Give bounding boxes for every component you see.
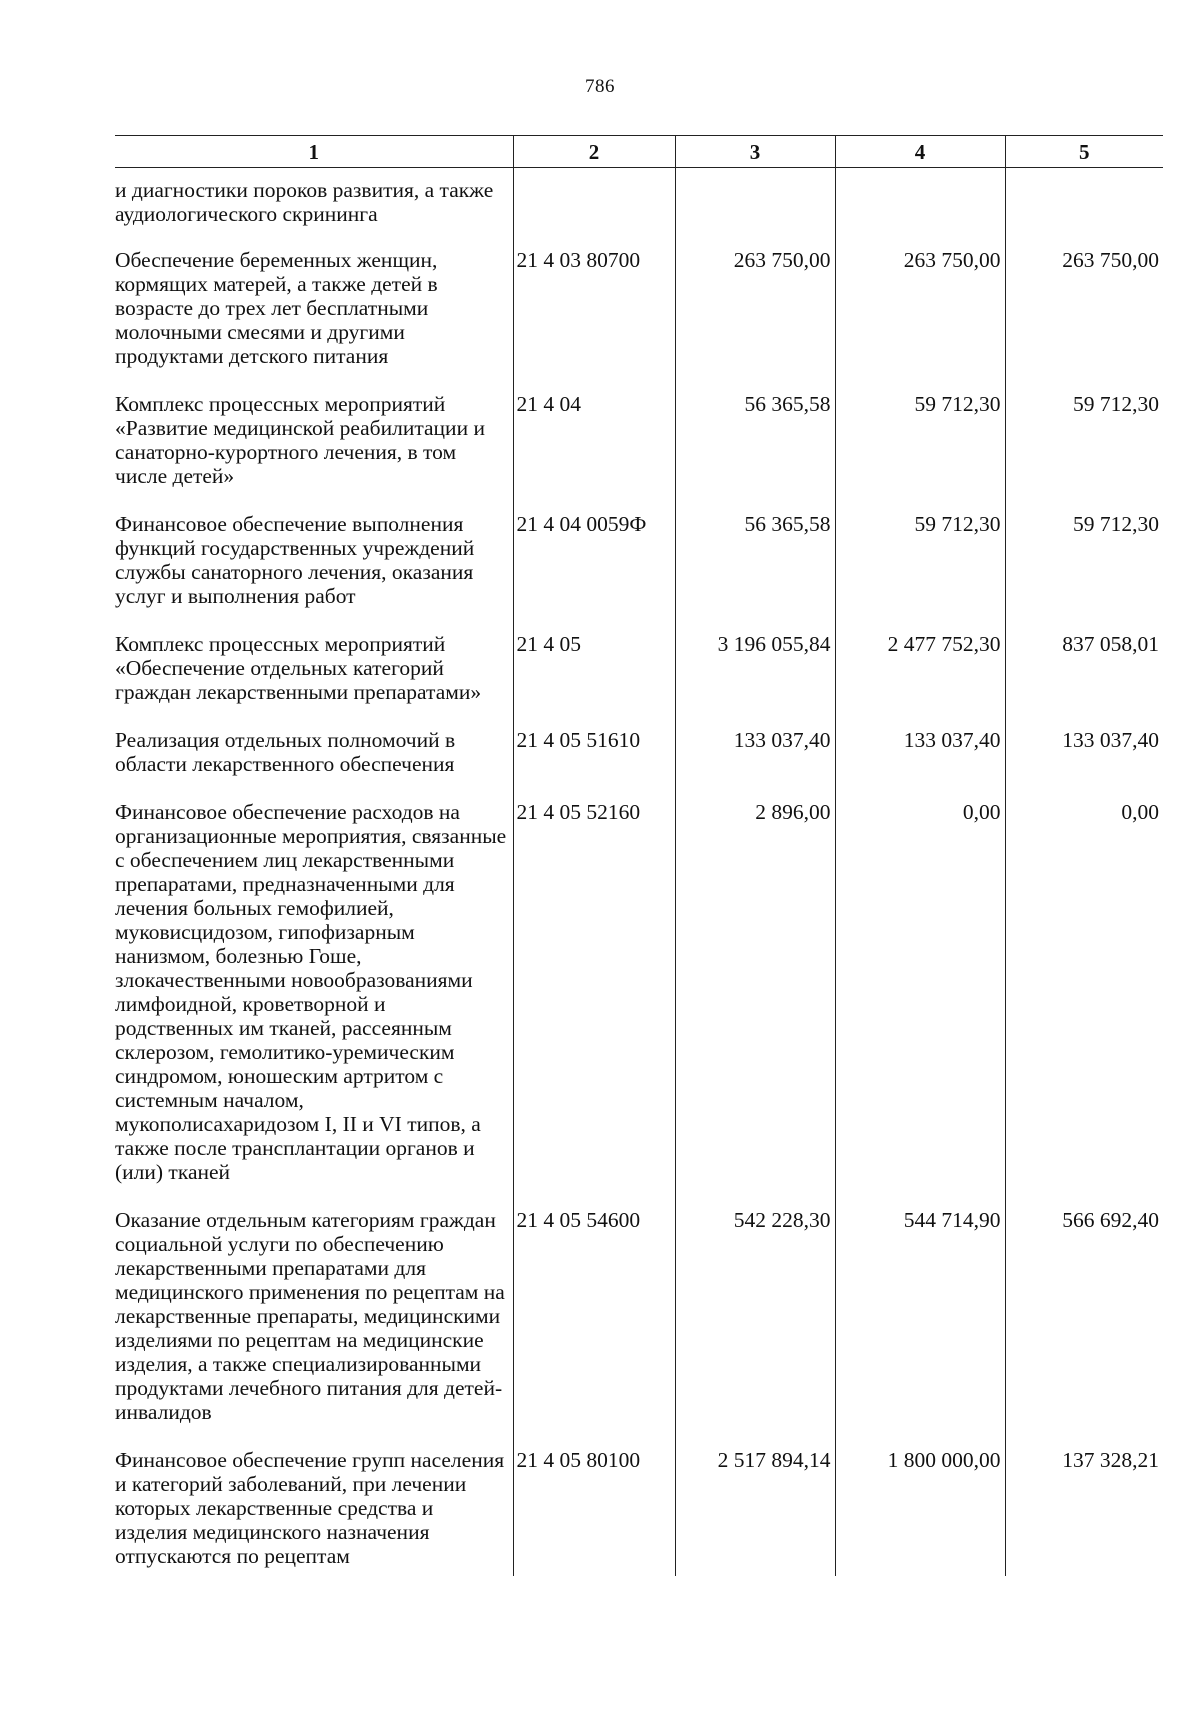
row-value-5: 137 328,21: [1005, 1448, 1163, 1576]
row-value-5: 0,00: [1005, 800, 1163, 1208]
table-row: [115, 392, 1163, 512]
row-value-4: 2 477 752,30: [835, 632, 1005, 728]
row-code: 21 4 05 52160: [513, 800, 675, 1208]
header-col-2: 2: [513, 136, 675, 168]
budget-table: [115, 135, 1163, 1576]
header-col-5: 5: [1005, 136, 1163, 168]
row-name: Финансовое обеспечение расходов на организационные мероприятия, связанные с обеспечением лиц лекарственными препаратами, предназначенными для лечения больных гемофилией, муковисцидозом, гипофизарным нанизмом, болезнью Гоше, злокачественными новообразованиями лимфоидной, кроветворной и родственных им тканей, рассеянным склерозом, гемолитико-уремическим синдромом, юношеским артритом с системным началом, мукополисахаридозом I, II и VI типов, а также после трансплантации органов и (или) тканей: [115, 800, 507, 1184]
table-header: [115, 136, 1163, 168]
row-name: Финансовое обеспечение выполнения функций государственных учреждений службы санаторного лечения, оказания услуг и выполнения работ: [115, 512, 475, 608]
row-code: [513, 168, 675, 249]
row-value-4: 59 712,30: [835, 392, 1005, 512]
row-name: Финансовое обеспечение групп населения и категорий заболеваний, при лечении которых лекарственные средства и изделия медицинского назначения отпускаются по рецептам: [115, 1448, 505, 1568]
row-value-4: 544 714,90: [835, 1208, 1005, 1448]
table-row: [115, 1448, 1163, 1576]
row-code: 21 4 03 80700: [513, 248, 675, 392]
row-value-3: 263 750,00: [675, 248, 835, 392]
row-value-4: [835, 168, 1005, 249]
row-value-5: 566 692,40: [1005, 1208, 1163, 1448]
table-row: [115, 800, 1163, 1208]
table-row: [115, 248, 1163, 392]
row-value-5: 263 750,00: [1005, 248, 1163, 392]
row-code: 21 4 04: [513, 392, 675, 512]
row-value-4: 1 800 000,00: [835, 1448, 1005, 1576]
table-body: [115, 168, 1163, 1577]
row-name: Реализация отдельных полномочий в области лекарственного обеспечения: [115, 728, 456, 776]
table-row: [115, 728, 1163, 800]
row-code: 21 4 05 54600: [513, 1208, 675, 1448]
table-row: [115, 512, 1163, 632]
row-value-3: 542 228,30: [675, 1208, 835, 1448]
row-value-3: 56 365,58: [675, 392, 835, 512]
row-code: 21 4 04 0059Ф: [513, 512, 675, 632]
row-code: 21 4 05 80100: [513, 1448, 675, 1576]
row-value-5: 133 037,40: [1005, 728, 1163, 800]
row-code: 21 4 05: [513, 632, 675, 728]
header-row: [115, 136, 1163, 168]
header-col-1: 1: [115, 136, 513, 168]
table-row: [115, 168, 1163, 249]
row-name: Обеспечение беременных женщин, кормящих матерей, а также детей в возрасте до трех лет бесплатными молочными смесями и другими продуктами детского питания: [115, 248, 438, 368]
row-name: Оказание отдельным категориям граждан социальной услуги по обеспечению лекарственными препаратами для медицинского применения по рецептам на лекарственные препараты, медицинскими изделиями по рецептам на медицинские изделия, а также специализированными продуктами лечебного питания для детей-инвалидов: [115, 1208, 505, 1424]
table-row: [115, 632, 1163, 728]
row-value-5: 837 058,01: [1005, 632, 1163, 728]
row-code: 21 4 05 51610: [513, 728, 675, 800]
row-value-4: 0,00: [835, 800, 1005, 1208]
row-value-4: 133 037,40: [835, 728, 1005, 800]
header-col-4: 4: [835, 136, 1005, 168]
row-value-4: 263 750,00: [835, 248, 1005, 392]
budget-table-container: [115, 135, 1163, 1576]
row-value-3: 56 365,58: [675, 512, 835, 632]
row-value-5: 59 712,30: [1005, 392, 1163, 512]
row-value-5: 59 712,30: [1005, 512, 1163, 632]
row-value-3: 2 517 894,14: [675, 1448, 835, 1576]
row-value-3: 2 896,00: [675, 800, 835, 1208]
row-name: Комплекс процессных мероприятий «Обеспечение отдельных категорий граждан лекарственными препаратами»: [115, 632, 482, 704]
row-value-3: [675, 168, 835, 249]
table-row: [115, 1208, 1163, 1448]
row-name: Комплекс процессных мероприятий «Развитие медицинской реабилитации и санаторно-курортного лечения, в том числе детей»: [115, 392, 485, 488]
header-col-3: 3: [675, 136, 835, 168]
page-number: 786: [585, 76, 615, 97]
row-value-5: [1005, 168, 1163, 249]
row-name: и диагностики пороков развития, а также аудиологического скрининга: [115, 178, 494, 226]
row-value-3: 3 196 055,84: [675, 632, 835, 728]
row-value-4: 59 712,30: [835, 512, 1005, 632]
row-value-3: 133 037,40: [675, 728, 835, 800]
